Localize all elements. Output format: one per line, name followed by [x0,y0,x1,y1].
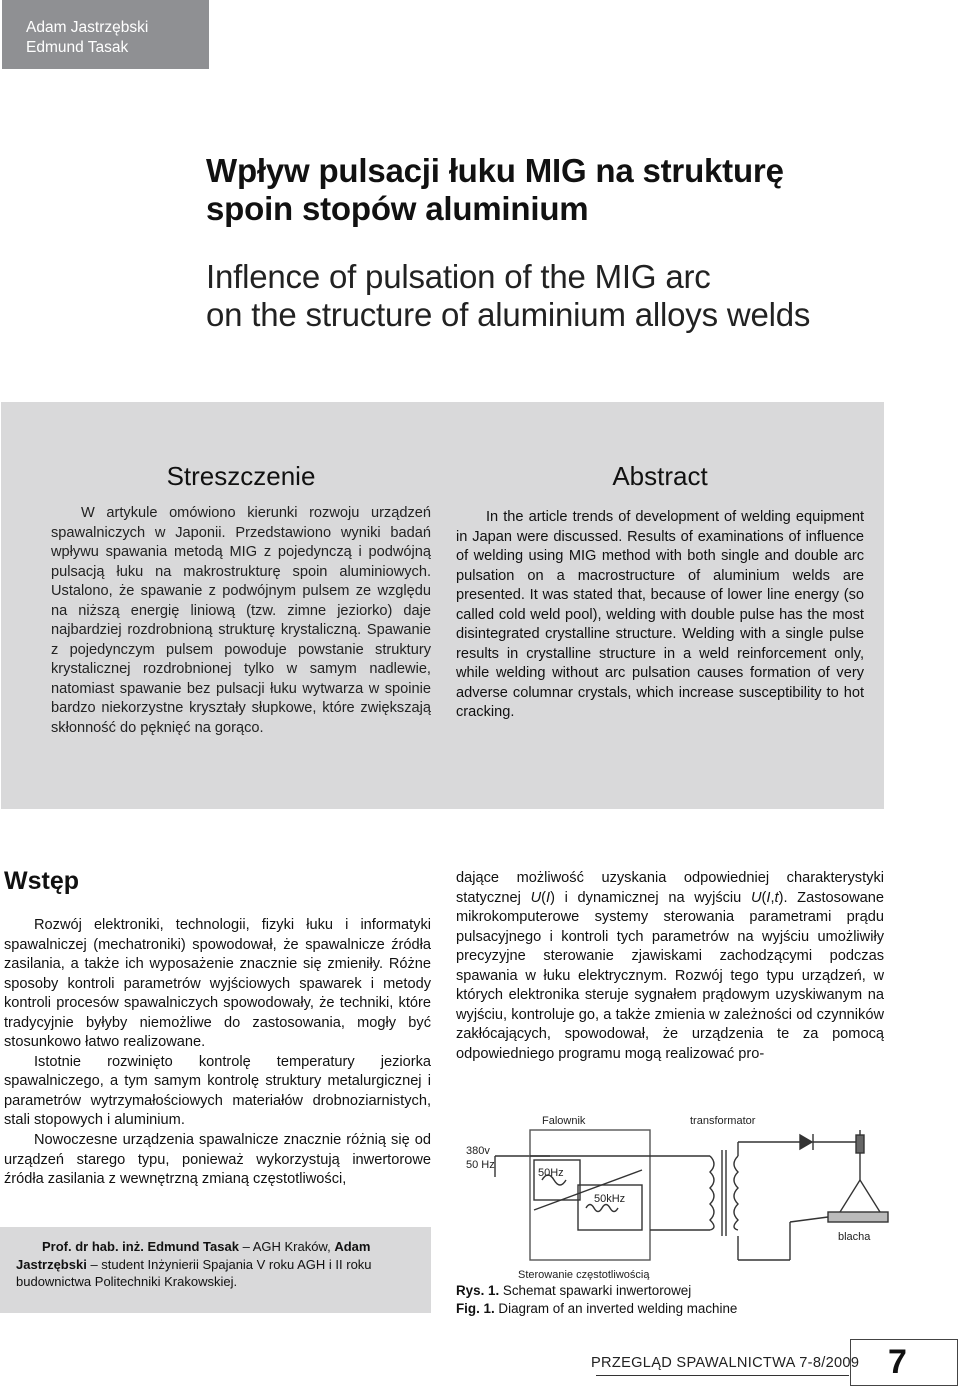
title-polish-line: spoin stopów aluminium [206,190,589,227]
streszczenie-text: W artykule omówiono kierunki rozwoju urządzeń spawalniczych w Japonii. Przedstawiono wyniki badań wpływu spawania metodą MIG z pojedynczą i podwójną pulsacją łuku na makrostrukturę spoin aluminiowych. Ustalono, że spawanie z podwójnym pulsem ze względu na niższą energię liniową (tzw. zimne jeziorko) daje najbardziej rozdrobnioną strukturę krystaliczną. Spawanie z pojedynczym pulsem powoduje powstanie struktury krystalicznej rozdrobnionej tylko w samym nadlewie, natomiast spawanie bez pulsacji łuku wytwarza w spoinie bardzo niekorzystne kryształy słupkowe, które zwiększają skłonność do pęknięć na gorąco. [51,505,431,737]
author-note-box [0,1227,431,1313]
section-heading-wstep: Wstęp [4,867,79,895]
label-falownik: Falownik [542,1115,586,1127]
page-number: 7 [888,1343,907,1381]
intro-paragraph: Rozwój elektroniki, technologii, fizyki łuku i informatyki spawalniczej (mechatroniki) spowodował, że spawalnicze źródła zasilania, a także ich wyposażenie znacznie się zmieniły. Różne sposoby kontroli parametrów wyjściowych spawarek i metody kontroli procesów spawalniczych spowodowały, że techniki, które tradycyjnie byłyby niemożliwe do zastosowania, mogły być stosunkowo łatwo realizowane. [4,917,431,1051]
title-english-line: on the structure of aluminium alloys welds [206,296,811,333]
label-sterowanie: Sterowanie częstotliwością [518,1269,650,1280]
label-blacha: blacha [838,1231,871,1243]
abstract-heading: Abstract [612,461,708,491]
label-frequency-50hz: 50Hz [538,1167,564,1179]
intro-left-column [4,916,431,1190]
label-supply-frequency: 50 Hz [466,1159,495,1171]
intro-paragraph: Nowoczesne urządzenia spawalnicze znacznie różnią się od urządzeń starego typu, ponieważ wykorzystują inwertorowe źródła zasilania z wewnętrzną zmianą częstotliwości, [4,1132,431,1188]
authors-box [2,0,209,69]
intro-paragraph: Istotnie rozwinięto kontrolę temperatury jeziorka spawalniczego, a tym samym kontrolę struktury metalurgicznej i parametrów wytrzymałościowych materiałów drobnoziarnistych, stali stopowych i aluminium. [4,1053,431,1129]
footer-journal-name: PRZEGLĄD SPAWALNICTWA 7-8/2009 [591,1355,860,1371]
abstract-text: In the article trends of development of welding equipment in Japan were discussed. Results of examinations of influence of welding using MIG method with both single and double arc pulsation on a macrostructure of aluminium welds are presented. It was stated that, because of lower line energy (so called cold weld pool), welding with double pulse has the most disintegrated crystalline structure. Welding with a single pulse results in crystalline structure in a weld reinforcement only, while welding without arc pulsation causes formation of very adverse columnar crystals, which increase susceptibility to hot cracking. [456,509,864,721]
inverter-welder-diagram [460,1110,890,1280]
title-polish [206,152,784,228]
label-transformator: transformator [690,1115,756,1127]
intro-paragraph: dające możliwość uzyskania odpowiedniej charakterystyki statycznej U(I) i dynamicznej na wyjściu U(I,t). Zastosowane mikrokomputerowe systemy sterowania parametrami prądu pulsacyjnego i kontroli tych parametrów na wyjściu umożliwiły precyzyjne sterowanie zjawiskami zachodzącymi podczas spawania w łuku elektrycznym. Rozwój tego typu urządzeń, w których elektronika steruje sygnałem prądowym uzyskiwanym na wyjściu, kontroluje go, a także zmienia w zależności od czynników zakłócających, spowodował, że urządzenia te za pomocą odpowiedniego programu mogą realizować pro- [456,870,884,1062]
title-polish-line: Wpływ pulsacji łuku MIG na strukturę [206,152,784,189]
footer-divider [596,1375,849,1376]
label-supply-voltage: 380v [466,1145,490,1157]
author-name: Adam Jastrzębski [26,19,149,36]
author-name: Edmund Tasak [26,39,129,56]
figure-caption-english: Fig. 1. Diagram of an inverted welding machine [456,1301,738,1316]
label-frequency-50khz: 50kHz [594,1193,626,1205]
figure-caption-polish: Rys. 1. Schemat spawarki inwertorowej [456,1283,692,1298]
author-note-text: Prof. dr hab. inż. Edmund Tasak – AGH Kraków, Adam Jastrzębski – student Inżynierii Spajania V roku AGH i II roku budownictwa Politechniki Krakowskiej. [16,1239,372,1289]
intro-right-column [456,869,884,1064]
figure-caption [456,1282,737,1318]
streszczenie-heading: Streszczenie [166,461,316,491]
title-english-line: Inflence of pulsation of the MIG arc [206,258,711,295]
title-english [206,258,810,334]
